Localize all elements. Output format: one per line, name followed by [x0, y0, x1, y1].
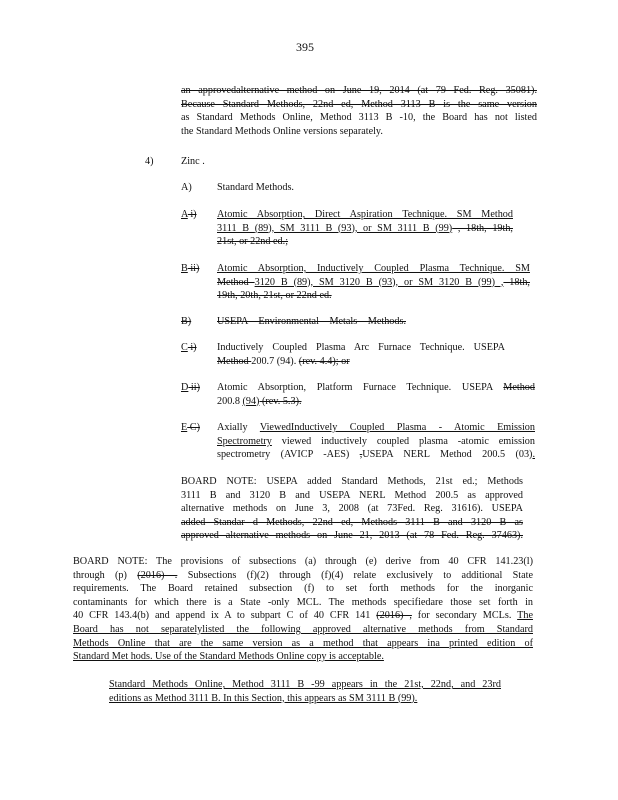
page-number: 395	[296, 40, 314, 54]
sub-bii-label: B ii)	[181, 263, 200, 274]
sub-ci-text: Inductively Coupled Plasma Arc Furnace Technique. USEPA Method 200.7 (94). (rev. 4.4); or	[217, 342, 505, 367]
sub-b-old-label: B)	[181, 316, 192, 327]
sub-ci-label: C i)	[181, 342, 197, 353]
sub-ec-text: Axially ViewedInductively Coupled Plasma - Atomic Emission Spectrometry viewed inductively coupled plasma -atomic emission spectrometry (AVICP -AES) ,USEPA NERL Method 200.5 (03).	[217, 422, 535, 461]
item-4-title: Zinc .	[181, 156, 205, 167]
board-note-main: BOARD NOTE: The provisions of subsections (a) through (e) derive from 40 CFR 141.23(l) through (p) (2016) . Subsections (f)(2) through (f)(4) relate exclusively to additional State requirements. The Board retained subsection (f) to set forth methods for the inorganic contaminants for which there is a State -only MCL. The methods specifiedare those set forth in 40 CFR 143.4(b) and append ix A to subpart C of 40 CFR 141 (2016) , for secondary MCLs. The Board has not separatelylisted the following approved alternative methods from Standard Methods Online that are the same version as a method that appears ina printed edition of Standard Met hods. Use of the Standard Methods Online copy is acceptable.	[73, 556, 533, 663]
intro-line-4: the Standard Methods Online versions separately.	[181, 125, 383, 137]
intro-line-1: an approvedalternative method on June 19, 2014 (at 79 Fed. Reg. 35081).	[181, 85, 537, 96]
sub-ai-text: Atomic Absorption, Direct Aspiration Technique. SM Method 3111 B (89), SM 3111 B (93), or SM 3111 B (99) , 18th, 19th, 21st, or 22nd ed.;	[217, 209, 513, 248]
final-note: Standard Methods Online, Method 3111 B -99 appears in the 21st, 22nd, and 23rd editions as Method 3111 B. In this Section, this appears as SM 3111 B (99).	[109, 679, 501, 704]
intro-paragraph	[181, 84, 537, 138]
sub-dii-text: Atomic Absorption, Platform Furnace Technique. USEPA Method 200.8 (94) (rev. 5.3).	[217, 382, 535, 407]
sub-ai-label: A i)	[181, 209, 197, 220]
sub-a-label: A)	[181, 182, 192, 193]
board-note-inner: BOARD NOTE: USEPA added Standard Methods, 21st ed.; Methods 3111 B and 3120 B and USEPA NERL Method 200.5 as approved alternative methods on June 3, 2008 (at 73Fed. Reg. 31616). USEPA added Standar d Methods, 22nd ed, Methods 3111 B and 3120 B as approved alternative methods on June 21, 2013 (at 78 Fed. Reg. 37463).	[181, 476, 523, 542]
sub-ec-label: E C)	[181, 422, 200, 433]
item-4-number: 4)	[145, 156, 154, 167]
sub-bii-text: Atomic Absorption, Inductively Coupled Plasma Technique. SM Method 3120 B (89), SM 3120 B (93), or SM 3120 B (99) , 18th, 19th, 20th, 21st, or 22nd ed.	[217, 263, 530, 302]
intro-line-3: as Standard Methods Online, Method 3113 B -10, the Board has not listed	[181, 112, 537, 124]
sub-dii-label: D ii)	[181, 382, 200, 393]
sub-b-old-text: USEPA Environmental Metals Methods.	[217, 316, 406, 327]
intro-line-2: Because Standard Methods, 22nd ed, Method 3113 B is the same version	[181, 98, 537, 110]
sub-a-text: Standard Methods.	[217, 182, 294, 193]
